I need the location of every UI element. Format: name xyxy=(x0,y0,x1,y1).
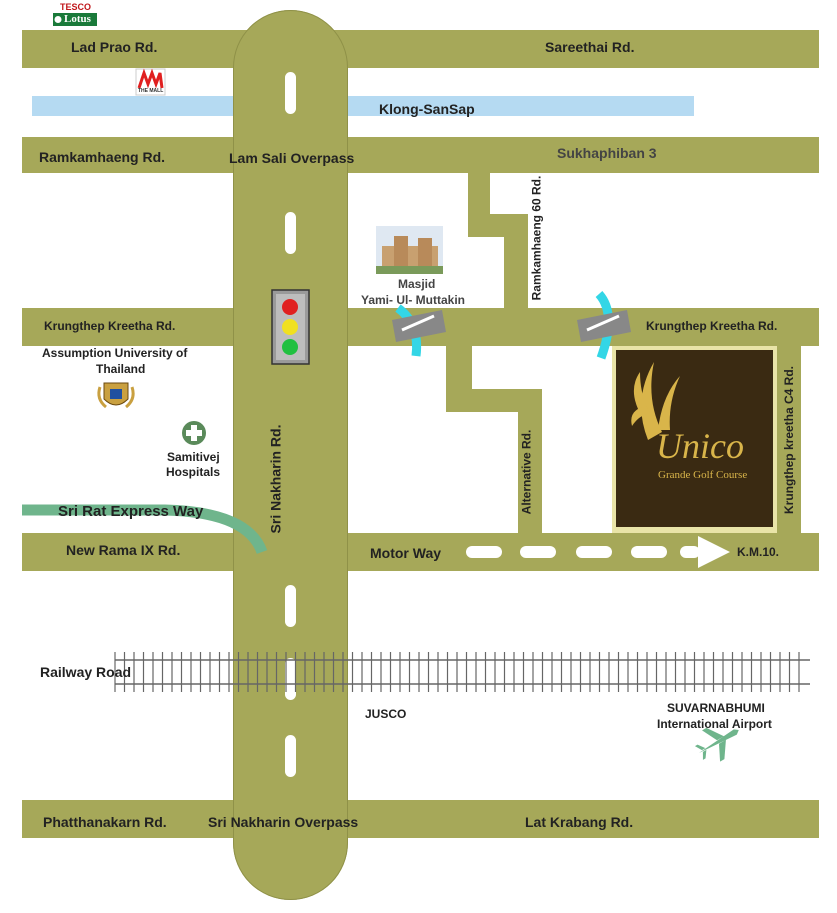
airport-label-line1: SUVARNABHUMI xyxy=(667,701,765,715)
new-rama-ix-road-label: New Rama IX Rd. xyxy=(66,542,181,558)
sri-rat-expressway-label: Sri Rat Express Way xyxy=(58,503,204,520)
sareethai-road-label: Sareethai Rd. xyxy=(545,39,635,55)
traffic-light-icon xyxy=(272,290,309,364)
university-crest-icon xyxy=(99,383,133,407)
lam-sali-overpass-label: Lam Sali Overpass xyxy=(229,150,355,166)
krungthep-c4-label: Krungthep kreetha C4 Rd. xyxy=(782,365,797,515)
lad-prao-road-label: Lad Prao Rd. xyxy=(71,39,158,55)
phatthanakarn-road-label: Phatthanakarn Rd. xyxy=(43,814,167,830)
unico-subtitle: Grande Golf Course xyxy=(658,469,748,481)
sukhaphiban-label: Sukhaphiban 3 xyxy=(557,145,657,161)
railway-road-label: Railway Road xyxy=(40,664,132,680)
assumption-label-line1: Assumption University of xyxy=(42,346,188,360)
airport-label-line2: International Airport xyxy=(657,717,772,731)
masjid-label-line2: Yami- Ul- Muttakin xyxy=(361,293,466,307)
ramkamhaeng-60-label: Ramkamhaeng 60 Rd. xyxy=(529,175,544,301)
unico-title: Unico xyxy=(656,426,744,466)
sri-nakharin-overpass-label: Sri Nakharin Overpass xyxy=(208,814,359,830)
sri-nakharin-road-label: Sri Nakharin Rd. xyxy=(267,424,284,534)
klong-sansap-label: Klong-SanSap xyxy=(379,101,475,117)
masjid-label-line1: Masjid xyxy=(398,277,436,291)
mosque-building-icon xyxy=(376,226,443,274)
motor-way-label: Motor Way xyxy=(370,545,442,561)
krungthep-kreetha-left-label: Krungthep Kreetha Rd. xyxy=(44,319,176,333)
samitivej-label-line1: Samitivej xyxy=(167,450,220,464)
ramkamhaeng-road-label: Ramkamhaeng Rd. xyxy=(39,149,166,165)
hospital-cross-icon xyxy=(182,421,206,445)
interchange-icon xyxy=(392,308,446,356)
alternative-road-label: Alternative Rd. xyxy=(519,429,534,515)
krungthep-kreetha-right-label: Krungthep Kreetha Rd. xyxy=(646,319,778,333)
samitivej-label-line2: Hospitals xyxy=(166,465,221,479)
tesco-logo-bottom-text: Lotus xyxy=(64,13,91,25)
railway-ties xyxy=(115,652,799,692)
tesco-logo-top-text: TESCO xyxy=(60,2,92,12)
assumption-label-line2: Thailand xyxy=(96,362,146,376)
lat-krabang-road-label: Lat Krabang Rd. xyxy=(525,814,634,830)
the-mall-logo-text: THE MALL xyxy=(138,88,164,94)
motorway-arrow-icon xyxy=(698,536,730,568)
jusco-label: JUSCO xyxy=(365,707,407,721)
km10-label: K.M.10. xyxy=(737,545,780,559)
